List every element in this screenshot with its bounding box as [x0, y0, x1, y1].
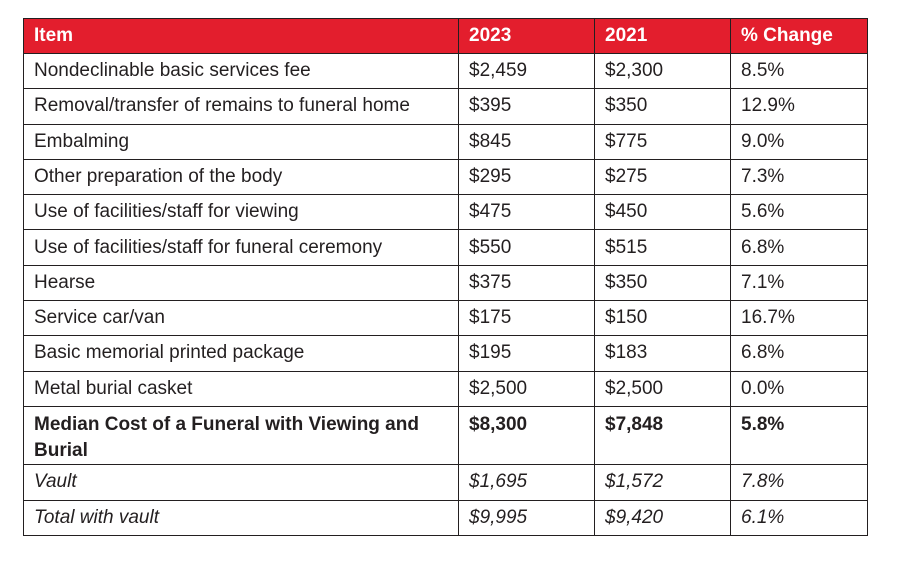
- table-row: [24, 336, 868, 371]
- cell-change: 5.8%: [731, 406, 868, 464]
- cell-2021: $150: [595, 300, 731, 335]
- table-body: [24, 54, 868, 536]
- total-with-vault-row: [24, 500, 868, 535]
- cell-2023: $395: [459, 89, 595, 124]
- header-2021: 2021: [595, 19, 731, 54]
- cell-item: Median Cost of a Funeral with Viewing and Burial: [24, 406, 459, 464]
- cell-2023: $9,995: [459, 500, 595, 535]
- cell-change: 0.0%: [731, 371, 868, 406]
- table-row: [24, 124, 868, 159]
- cell-2021: $2,500: [595, 371, 731, 406]
- cell-2023: $475: [459, 195, 595, 230]
- cell-2023: $845: [459, 124, 595, 159]
- cell-2023: $195: [459, 336, 595, 371]
- table-row: [24, 159, 868, 194]
- cell-item: Use of facilities/staff for funeral ceremony: [24, 230, 459, 265]
- cell-change: 5.6%: [731, 195, 868, 230]
- table-row: [24, 54, 868, 89]
- cell-item: Metal burial casket: [24, 371, 459, 406]
- table-row: [24, 265, 868, 300]
- cell-2021: $350: [595, 89, 731, 124]
- cell-2023: $375: [459, 265, 595, 300]
- cell-change: 9.0%: [731, 124, 868, 159]
- cell-item: Total with vault: [24, 500, 459, 535]
- cell-2021: $2,300: [595, 54, 731, 89]
- cell-2021: $450: [595, 195, 731, 230]
- cell-2021: $515: [595, 230, 731, 265]
- cell-2023: $2,459: [459, 54, 595, 89]
- cell-2021: $350: [595, 265, 731, 300]
- cell-2021: $1,572: [595, 465, 731, 500]
- cell-item: Use of facilities/staff for viewing: [24, 195, 459, 230]
- cell-item: Basic memorial printed package: [24, 336, 459, 371]
- vault-row: [24, 465, 868, 500]
- cell-item: Service car/van: [24, 300, 459, 335]
- header-row: [24, 19, 868, 54]
- header-2023: 2023: [459, 19, 595, 54]
- cell-change: 8.5%: [731, 54, 868, 89]
- cell-2023: $2,500: [459, 371, 595, 406]
- cell-2023: $1,695: [459, 465, 595, 500]
- cell-change: 6.1%: [731, 500, 868, 535]
- cell-item: Vault: [24, 465, 459, 500]
- funeral-cost-table: [23, 18, 868, 536]
- cell-item: Removal/transfer of remains to funeral home: [24, 89, 459, 124]
- header-item: Item: [24, 19, 459, 54]
- cell-2021: $275: [595, 159, 731, 194]
- cell-item: Nondeclinable basic services fee: [24, 54, 459, 89]
- cell-2023: $550: [459, 230, 595, 265]
- table-row: [24, 195, 868, 230]
- cell-2023: $175: [459, 300, 595, 335]
- cell-item: Embalming: [24, 124, 459, 159]
- cell-change: 16.7%: [731, 300, 868, 335]
- table-row: [24, 89, 868, 124]
- table-row: [24, 371, 868, 406]
- cell-change: 7.1%: [731, 265, 868, 300]
- cell-change: 7.3%: [731, 159, 868, 194]
- cell-change: 6.8%: [731, 336, 868, 371]
- header-percent-change: % Change: [731, 19, 868, 54]
- table-row: [24, 230, 868, 265]
- cell-change: 12.9%: [731, 89, 868, 124]
- cell-2021: $7,848: [595, 406, 731, 464]
- cell-change: 6.8%: [731, 230, 868, 265]
- cell-2023: $295: [459, 159, 595, 194]
- cell-2021: $775: [595, 124, 731, 159]
- cell-2023: $8,300: [459, 406, 595, 464]
- cell-change: 7.8%: [731, 465, 868, 500]
- table-row: [24, 300, 868, 335]
- cell-item: Hearse: [24, 265, 459, 300]
- cell-item: Other preparation of the body: [24, 159, 459, 194]
- cell-2021: $183: [595, 336, 731, 371]
- table-header: [24, 19, 868, 54]
- median-total-row: [24, 406, 868, 464]
- cell-2021: $9,420: [595, 500, 731, 535]
